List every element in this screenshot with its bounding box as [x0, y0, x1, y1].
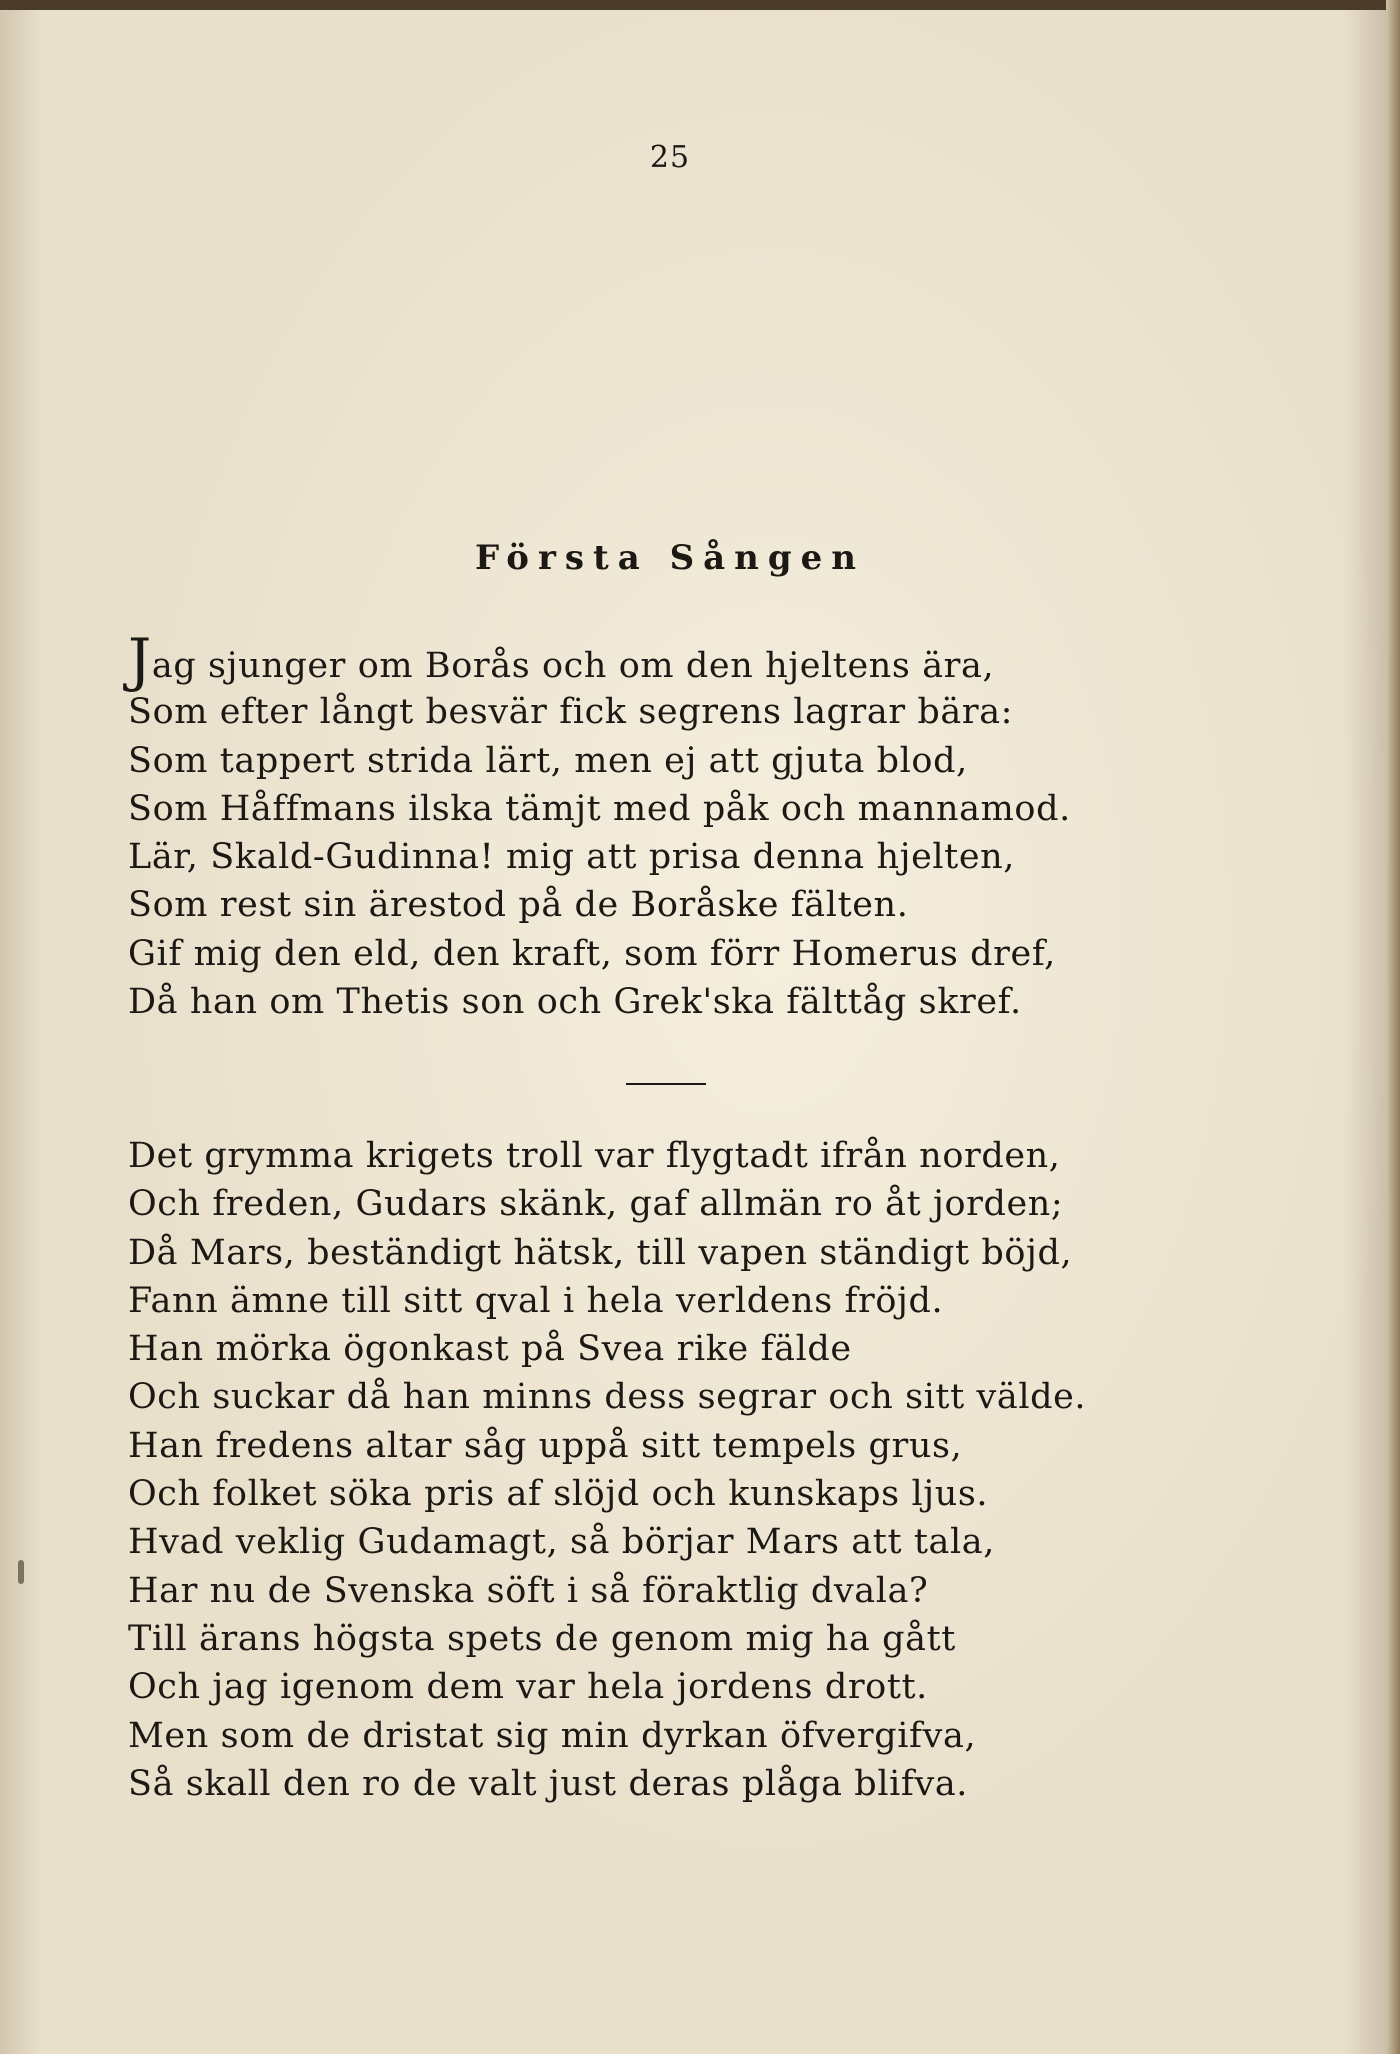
- drop-cap: J: [128, 626, 152, 694]
- verse-line: Då Mars, beständigt hätsk, till vapen ständigt böjd,: [128, 1232, 1073, 1273]
- page-number: 25: [649, 140, 691, 175]
- page-stain: [18, 1560, 24, 1584]
- page-top-edge: [0, 0, 1400, 10]
- verse-line: Så skall den ro de valt just deras plåga blifva.: [128, 1763, 969, 1804]
- verse-line: Som efter långt besvär fick segrens lagrar bära:: [128, 692, 1014, 733]
- song-title: Första Sången: [474, 538, 865, 578]
- verse-line: Gif mig den eld, den kraft, som förr Homerus dref,: [128, 933, 1056, 974]
- verse-line: Som rest sin ärestod på de Boråske fälten.: [128, 885, 909, 926]
- verse-line: Lär, Skald-Gudinna! mig att prisa denna hjelten,: [128, 837, 1016, 878]
- stanza-2: [128, 1132, 1188, 1808]
- page-right-edge: [1386, 0, 1400, 2054]
- verse-line: Som tappert strida lärt, men ej att gjuta blod,: [128, 740, 968, 781]
- verse-line: Fann ämne till sitt qval i hela verldens fröjd.: [128, 1280, 944, 1321]
- verse-line: Han fredens altar såg uppå sitt tempels grus,: [128, 1425, 963, 1466]
- verse-line: Och folket söka pris af slöjd och kunskaps ljus.: [128, 1474, 989, 1515]
- verse-line: Till ärans högsta spets de genom mig ha gått: [128, 1618, 956, 1659]
- verse-line: [128, 626, 1188, 694]
- verse-line: Då han om Thetis son och Grek'ska fälttåg skref.: [128, 982, 1022, 1023]
- verse-line: Hvad veklig Gudamagt, så börjar Mars att tala,: [128, 1522, 995, 1563]
- stanza-1: [128, 626, 1188, 1026]
- verse-line: Som Håffmans ilska tämjt med påk och mannamod.: [128, 788, 1071, 829]
- verse-line: Och freden, Gudars skänk, gaf allmän ro åt jorden;: [128, 1184, 1064, 1225]
- verse-line: Och jag igenom dem var hela jordens drott.: [128, 1667, 928, 1708]
- verse-line: Och suckar då han minns dess segrar och sitt välde.: [128, 1377, 1087, 1418]
- first-line-text: ag sjunger om Borås och om den hjeltens ära,: [151, 646, 995, 686]
- verse-line: Har nu de Svenska söft i så föraktlig dvala?: [128, 1570, 929, 1611]
- verse-line: Det grymma krigets troll var flygtadt ifrån norden,: [128, 1136, 1061, 1176]
- verse-line: Men som de dristat sig min dyrkan öfvergifva,: [128, 1715, 977, 1756]
- verse-line: Han mörka ögonkast på Svea rike fälde: [128, 1329, 852, 1370]
- section-divider: [626, 1083, 706, 1085]
